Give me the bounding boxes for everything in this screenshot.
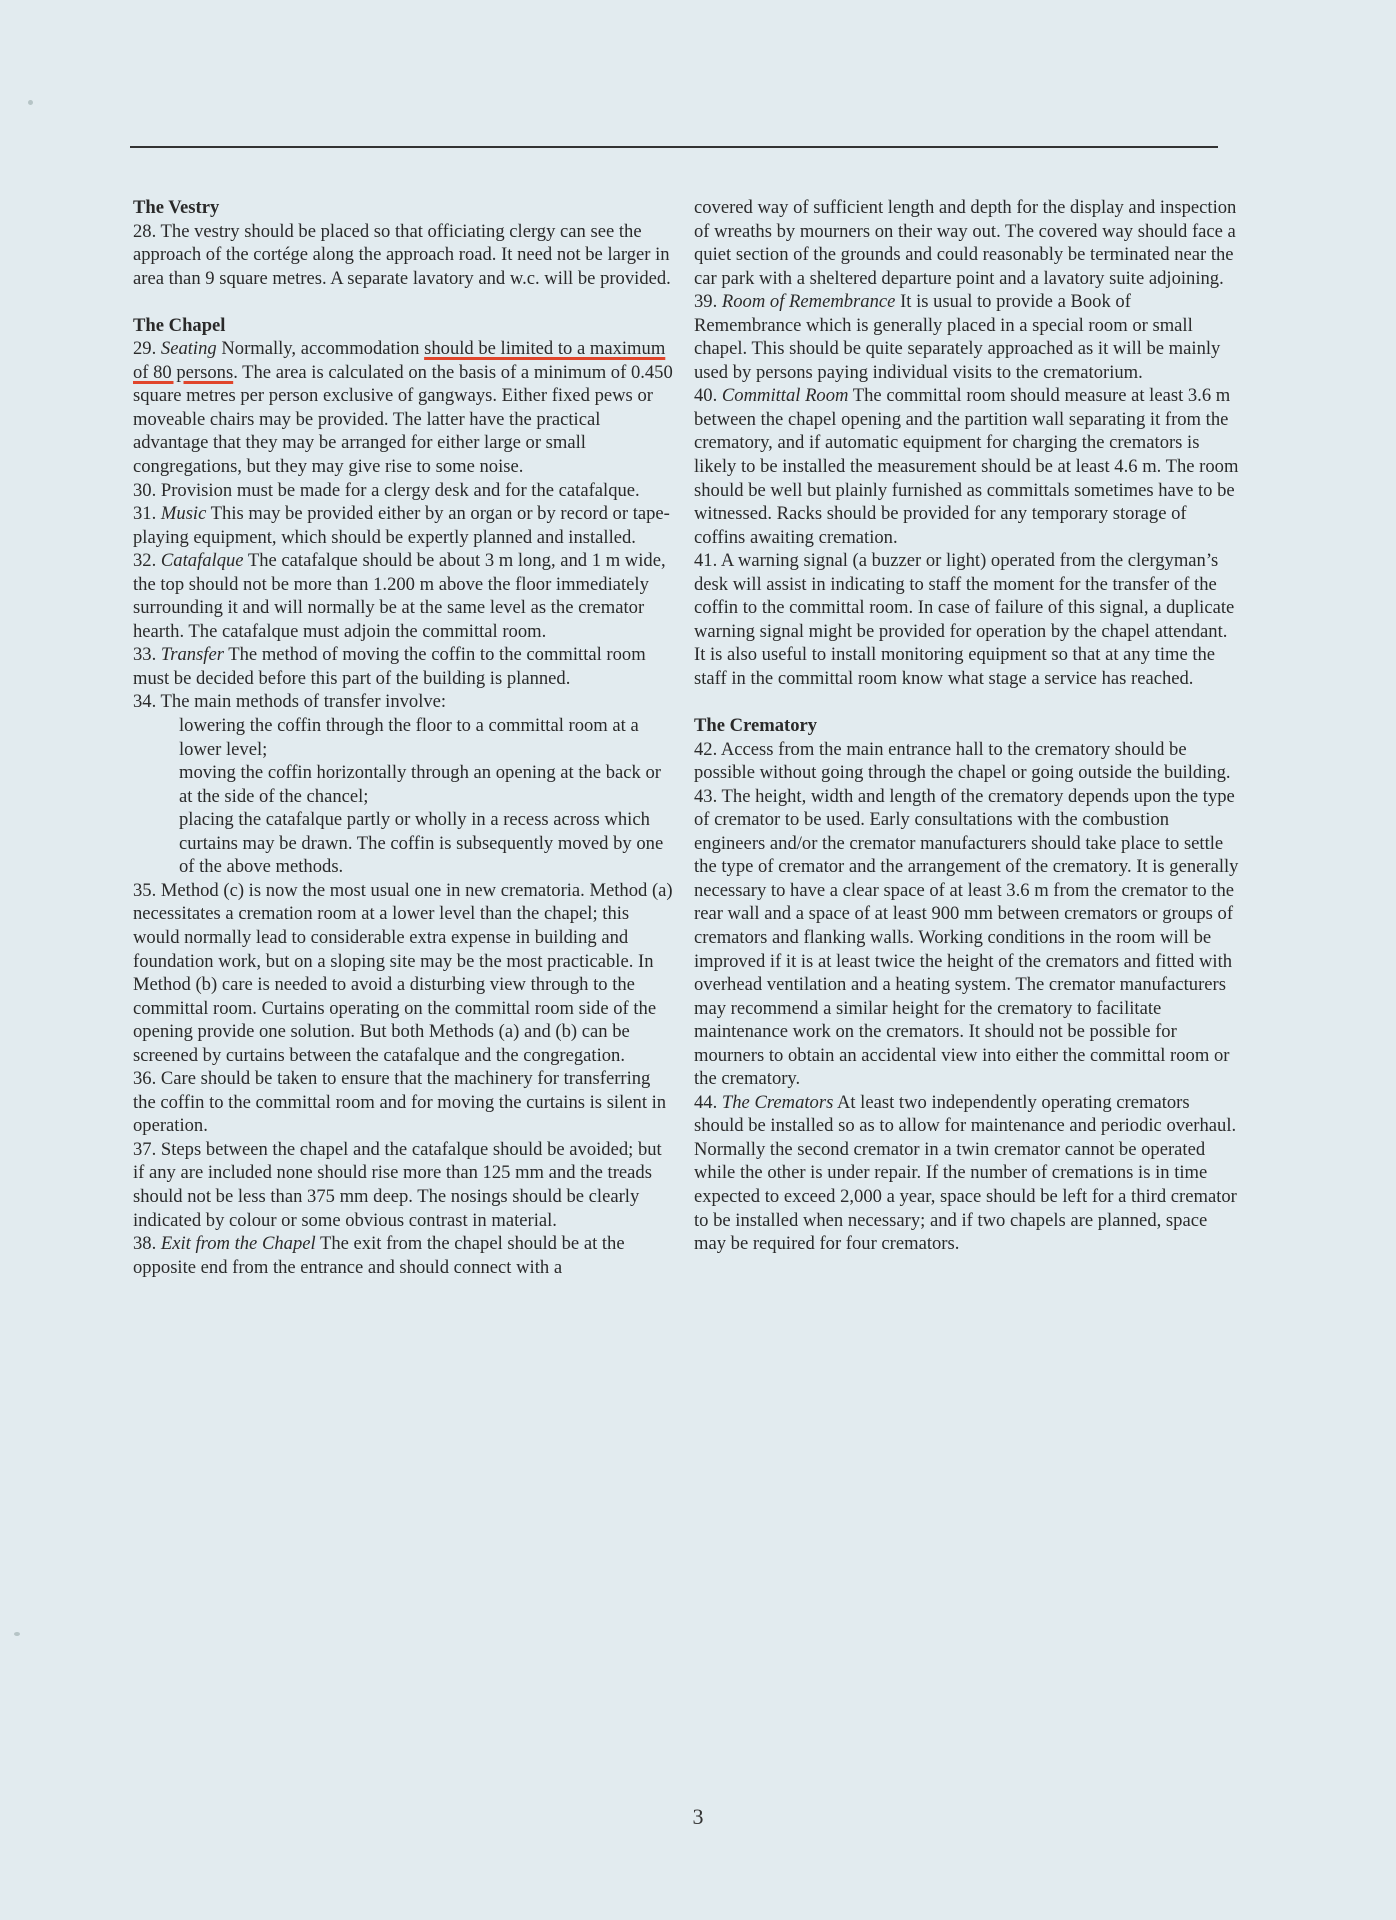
paragraph-number: 38. bbox=[133, 1233, 157, 1255]
page-number: 3 bbox=[692, 1804, 704, 1829]
right-column bbox=[694, 196, 1239, 1256]
subheading-seating: Seating bbox=[160, 338, 217, 360]
method-item-a bbox=[133, 714, 675, 761]
subheading-exit: Exit from the Chapel bbox=[160, 1233, 316, 1255]
underlined-annotation: should be limited to a maximum of 80 persons bbox=[133, 338, 666, 383]
paragraph-44 bbox=[694, 1091, 1239, 1256]
paragraph-text: . The area is calculated on the basis of a minimum of 0.450 square metres per person exclusive of gangways. Either fixed pews or moveable chairs may be provided. The latter have the practical advantage that they may be arranged for either large or small congregations, but they may give rise to some noise. bbox=[133, 361, 673, 478]
paragraph-31 bbox=[133, 502, 675, 549]
subheading-music: Music bbox=[160, 503, 207, 525]
paragraph-number: 44. bbox=[694, 1091, 718, 1113]
paragraph-text: This may be provided either by an organ or by record or tape-playing equipment, which should be expertly planned and installed. bbox=[133, 503, 670, 548]
method-text: lowering the coffin through the floor to a committal room at a lower level; bbox=[179, 715, 639, 760]
subheading-catafalque: Catafalque bbox=[160, 550, 244, 572]
subheading-cremators: The Cremators bbox=[721, 1091, 834, 1113]
paragraph-text: The committal room should measure at least 3.6 m between the chapel opening and the partition wall separating it from the crematory, and if automatic equipment for charging the cremators is likely to be installed the measurement should be at least 4.6 m. The room should be well but plainly furnished as committals sometimes have to be witnessed. Racks should be provided for any temporary storage of coffins awaiting cremation. bbox=[694, 385, 1239, 548]
scan-speck bbox=[28, 100, 33, 105]
paragraph-text: At least two independently operating cremators should be installed so as to allow for maintenance and periodic overhaul. Normally the second cremator in a twin cremator cannot be operated while the other is under repair. If the number of cremations is in time expected to exceed 2,000 a year, space should be left for a third cremator to be installed when necessary; and if two chapels are planned, space may be required for four cremators. bbox=[694, 1091, 1237, 1255]
section-heading-vestry: The Vestry bbox=[133, 197, 220, 218]
subheading-transfer: Transfer bbox=[160, 644, 224, 666]
paragraph-39 bbox=[694, 290, 1239, 384]
paragraph-43: 43. The height, width and length of the crematory depends upon the type of cremator to be used. Early consultations with the combustion engineers and/or the cremator manufacturers should take place to settle the type of cremator and the arrangement of the crematory. It is generally necessary to have a clear space of at least 3.6 m from the cremator to the rear wall and a space of at least 900 mm between cremators or groups of cremators and flanking walls. Working conditions in the room will be improved if it is at least twice the height of the cremators and fitted with overhead ventilation and a heating system. The cremator manufacturers may recommend a similar height for the crematory to facilitate maintenance work on the cremators. It should not be possible for mourners to obtain an accidental view into either the committal room or the crematory. bbox=[694, 785, 1239, 1090]
section-heading-crematory: The Crematory bbox=[694, 715, 818, 737]
method-text: moving the coffin horizontally through an opening at the back or at the side of the chancel; bbox=[179, 762, 661, 807]
paragraph-number: 32. bbox=[133, 550, 157, 572]
paragraph-29 bbox=[133, 337, 675, 478]
paragraph-text: The exit from the chapel should be at the opposite end from the entrance and should connect with a bbox=[133, 1233, 625, 1278]
method-item-c bbox=[133, 808, 675, 879]
paragraph-38 bbox=[133, 1232, 675, 1279]
section-heading-chapel: The Chapel bbox=[133, 314, 226, 336]
paragraph-text: It is usual to provide a Book of Remembrance which is generally placed in a special room or small chapel. This should be quite separately approached as it will be mainly used by persons paying individual visits to the crematorium. bbox=[694, 291, 1221, 383]
left-column bbox=[133, 196, 675, 1279]
paragraph-30: 30. Provision must be made for a clergy desk and for the catafalque. bbox=[133, 479, 640, 501]
paragraph-40 bbox=[694, 384, 1239, 549]
paragraph-36: 36. Care should be taken to ensure that the machinery for transferring the coffin to the committal room and for moving the curtains is silent in operation. bbox=[133, 1068, 667, 1137]
paragraph-32 bbox=[133, 549, 675, 643]
paragraph-number: 31. bbox=[133, 503, 157, 525]
method-item-b bbox=[133, 761, 675, 808]
paragraph-42: 42. Access from the main entrance hall to the crematory should be possible without going through the chapel or going outside the building. bbox=[694, 738, 1231, 784]
paragraph-number: 39. bbox=[694, 291, 718, 313]
paragraph-text: Normally, accommodation bbox=[221, 338, 420, 360]
paragraph-number: 29. bbox=[133, 338, 157, 360]
subheading-committal-room: Committal Room bbox=[721, 385, 849, 407]
paragraph-41: 41. A warning signal (a buzzer or light) operated from the clergyman’s desk will assist in indicating to staff the moment for the transfer of the coffin to the committal room. In case of failure of this signal, a duplicate warning signal might be provided for operation by the chapel attendant. It is also useful to install monitoring equipment so that at any time the staff in the committal room know what stage a service has reached. bbox=[694, 550, 1235, 689]
paragraph-28: 28. The vestry should be placed so that officiating clergy can see the approach of the cortége along the approach road. It need not be larger in area than 9 square metres. A separate lavatory and w.c. will be provided. bbox=[133, 220, 671, 289]
paragraph-text: The method of moving the coffin to the committal room must be decided before this part of the building is planned. bbox=[133, 644, 646, 689]
paragraph-33 bbox=[133, 643, 675, 690]
paragraph-number: 33. bbox=[133, 644, 157, 666]
paragraph-38-continued: covered way of sufficient length and depth for the display and inspection of wreaths by mourners on their way out. The covered way should face a quiet section of the grounds and could reasonably be terminated near the car park with a sheltered departure point and a lavatory suite adjoining. bbox=[694, 197, 1237, 289]
paragraph-34: 34. The main methods of transfer involve: bbox=[133, 691, 447, 713]
paragraph-37: 37. Steps between the chapel and the catafalque should be avoided; but if any are included none should rise more than 125 mm and the treads should not be less than 375 mm deep. The nosings should be clearly indicated by colour or some obvious contrast in material. bbox=[133, 1138, 662, 1231]
paragraph-text: The catafalque should be about 3 m long, and 1 m wide, the top should not be more than 1.200 m above the floor immediately surrounding it and will normally be at the same level as the cremator hearth. The catafalque must adjoin the committal room. bbox=[133, 550, 666, 642]
subheading-room-of-remembrance: Room of Remembrance bbox=[721, 291, 896, 313]
paragraph-35: 35. Method (c) is now the most usual one in new crematoria. Method (a) necessitates a cremation room at a lower level than the chapel; this would normally lead to considerable extra expense in building and foundation work, but on a sloping site may be the most practicable. In Method (b) care is needed to avoid a disturbing view through to the committal room. Curtains operating on the committal room side of the opening provide one solution. But both Methods (a) and (b) can be screened by curtains between the catafalque and the congregation. bbox=[133, 879, 673, 1066]
paragraph-number: 40. bbox=[694, 385, 718, 407]
header-rule bbox=[130, 146, 1218, 148]
scan-speck bbox=[14, 1632, 20, 1636]
method-text: placing the catafalque partly or wholly in a recess across which curtains may be drawn. The coffin is subsequently moved by one of the above methods. bbox=[179, 809, 664, 878]
